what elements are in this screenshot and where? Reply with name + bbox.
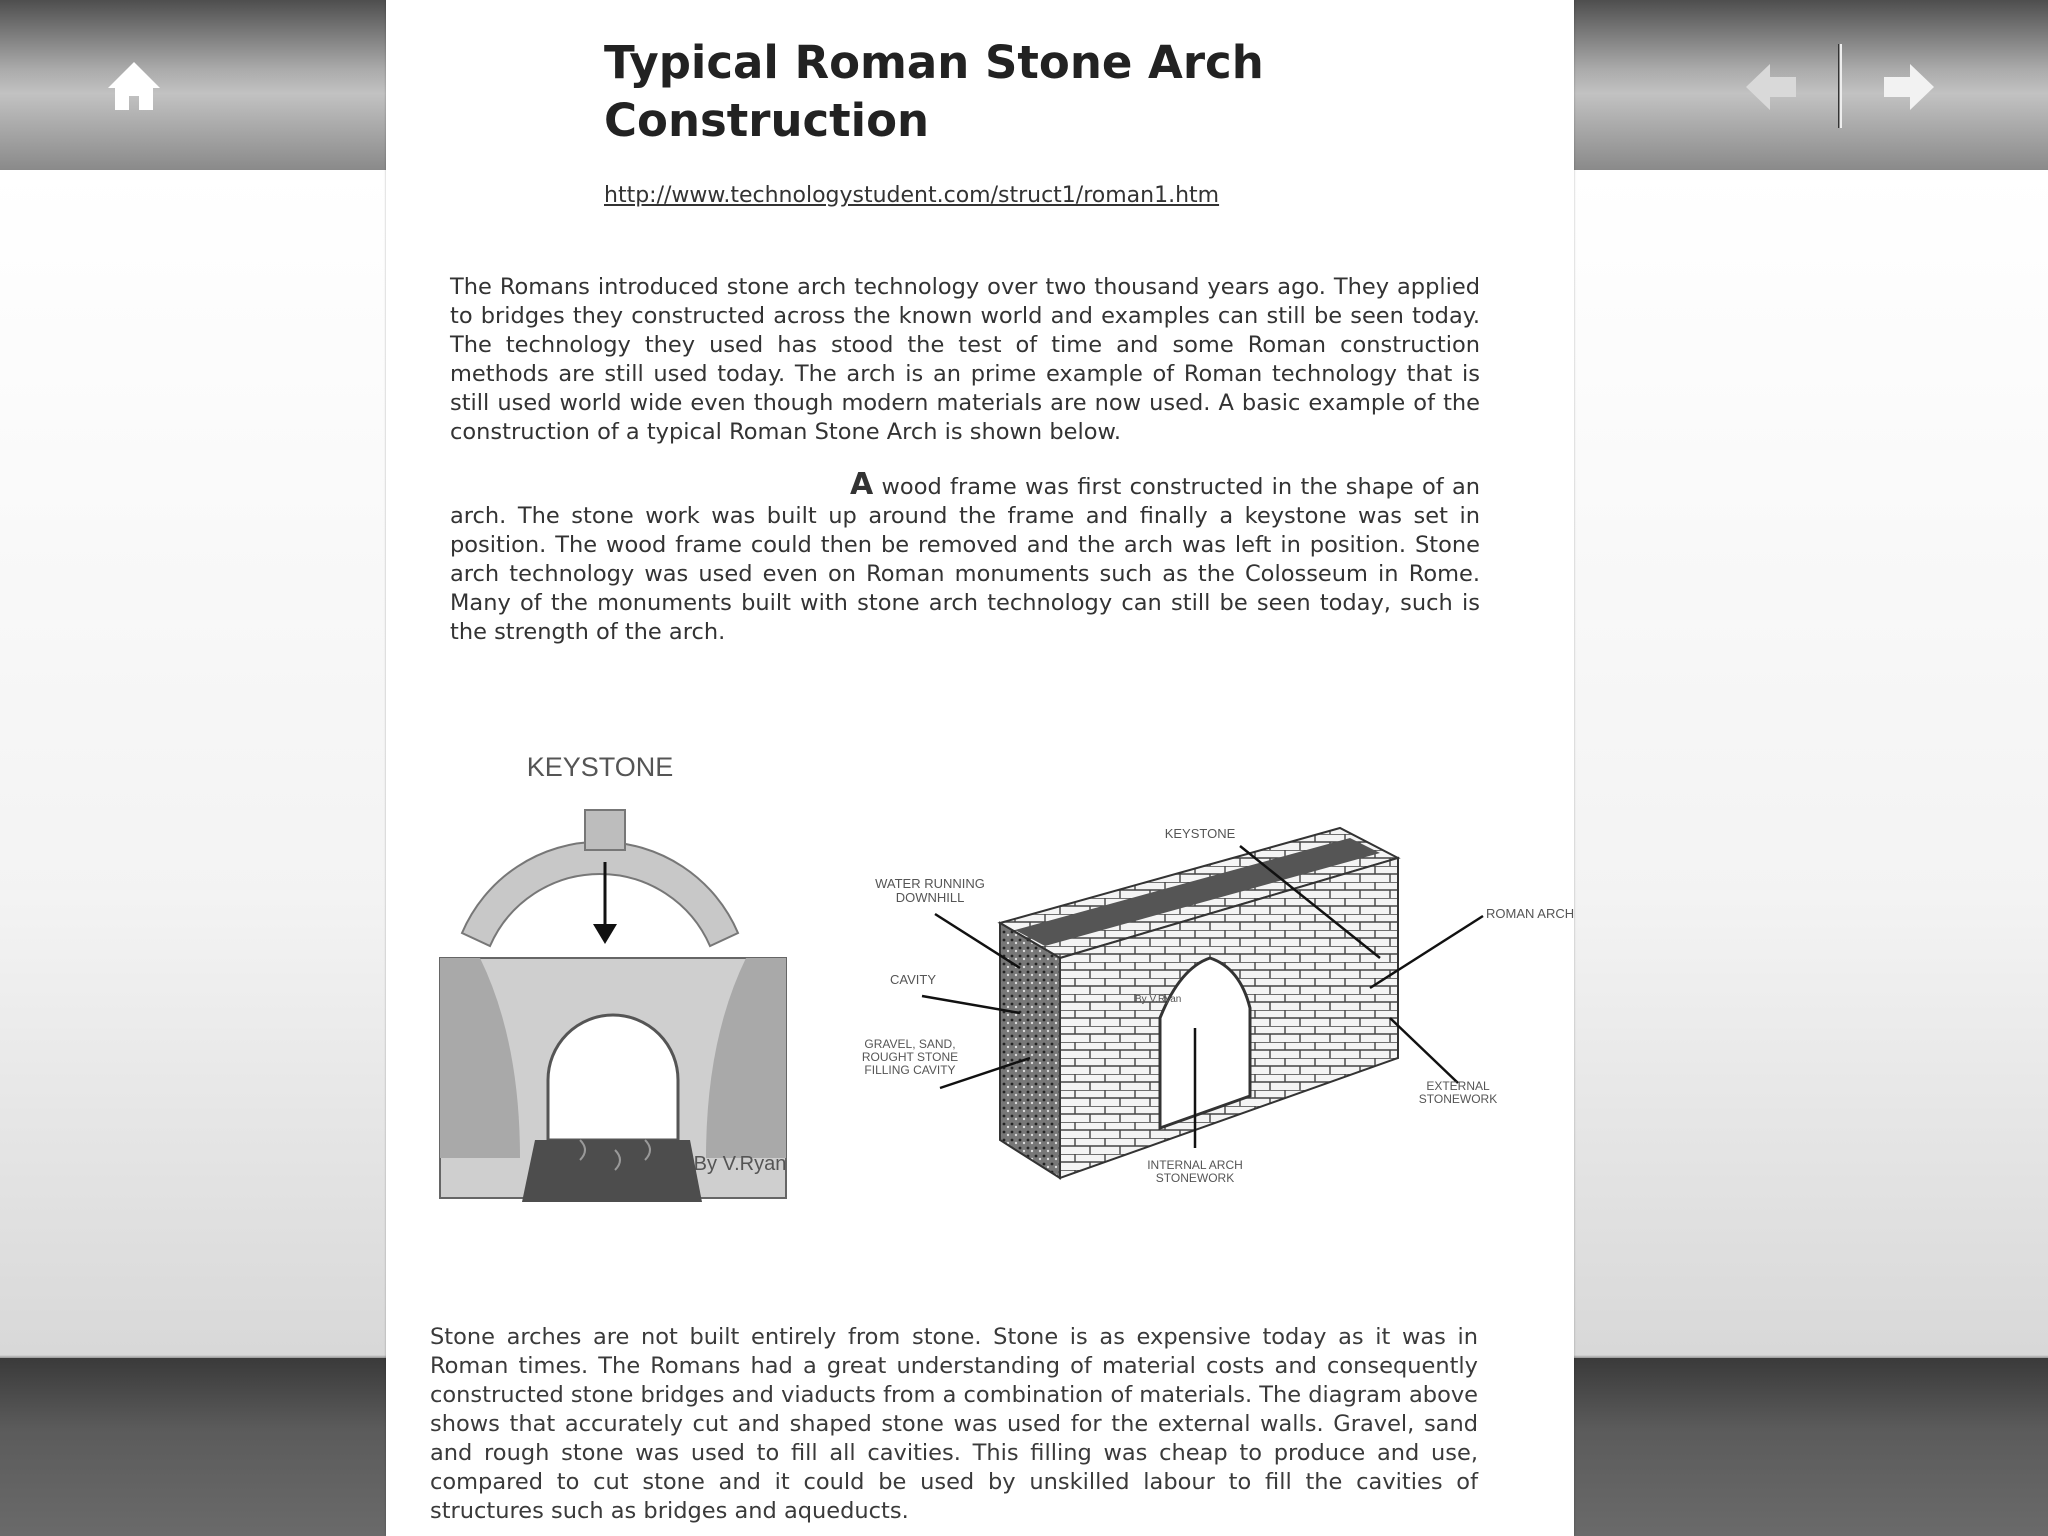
label-roman-arch: ROMAN ARCH bbox=[1486, 906, 1575, 921]
label-external-1: EXTERNAL bbox=[1426, 1079, 1490, 1093]
label-cavity: CAVITY bbox=[890, 972, 936, 987]
label-water-1: WATER RUNNING bbox=[875, 876, 985, 891]
keystone-arch-diagram bbox=[440, 740, 790, 1240]
keystone-label: KEYSTONE bbox=[526, 752, 674, 782]
label-internal-1: INTERNAL ARCH bbox=[1147, 1158, 1243, 1172]
home-icon[interactable] bbox=[104, 56, 164, 116]
credit-left: By V.Ryan bbox=[693, 1153, 787, 1175]
paragraph-materials: Stone arches are not built entirely from stone. Stone is as expensive today as it was in Roman times. The Romans had a great understanding of material costs and consequently constructed stone bridges and viaducts from a combination of materials. The diagram above shows that accurately cut and shaped stone was used for the external walls. Gravel, sand and rough stone was used to fill all cavities. This filling was cheap to produce and use, compared to cut stone and it could be used by unskilled labour to fill the cavities of structures such as bridges and aqueducts. bbox=[430, 1324, 1478, 1524]
arrow-right-icon[interactable] bbox=[1880, 58, 1938, 116]
label-gravel-3: FILLING CAVITY bbox=[864, 1063, 956, 1077]
paragraph-construction-text: wood frame was first constructed in the shape of an arch. The stone work was built up around the frame and finally a keystone was set in position. The wood frame could then be removed and the arch was left in position. Stone arch technology was used even on Roman monuments such as the Colosseum in Rome. Many of the monuments built with stone arch technology can still be seen today, such is the strength of the arch. bbox=[450, 474, 1480, 645]
dropcap: A bbox=[850, 467, 874, 502]
label-water-2: DOWNHILL bbox=[895, 890, 965, 905]
paragraph-construction bbox=[450, 467, 1480, 647]
label-external-2: STONEWORK bbox=[1418, 1092, 1498, 1106]
label-gravel-1: GRAVEL, SAND, bbox=[864, 1037, 956, 1051]
credit-right: By V.Ryan bbox=[1135, 994, 1182, 1005]
label-gravel-2: ROUGHT STONE bbox=[861, 1050, 959, 1064]
document-title: Typical Roman Stone Arch Construction bbox=[604, 36, 1264, 147]
arrow-left-icon[interactable] bbox=[1742, 58, 1800, 116]
label-keystone: KEYSTONE bbox=[1164, 826, 1236, 841]
nav-separator bbox=[1838, 44, 1842, 128]
source-link[interactable]: http://www.technologystudent.com/struct1/roman1.htm bbox=[604, 183, 1220, 208]
paragraph-intro: The Romans introduced stone arch technology over two thousand years ago. They applied to bridges they constructed across the known world and examples can still be seen today. The technology they used has stood the test of time and some Roman construction methods are still used today. The arch is an prime example of Roman technology that is still used world wide even though modern materials are now used. A basic example of the construction of a typical Roman Stone Arch is shown below. bbox=[450, 274, 1480, 445]
cutaway-wall-diagram bbox=[850, 818, 1575, 1198]
document-page bbox=[386, 0, 1574, 1536]
label-internal-2: STONEWORK bbox=[1155, 1171, 1235, 1185]
